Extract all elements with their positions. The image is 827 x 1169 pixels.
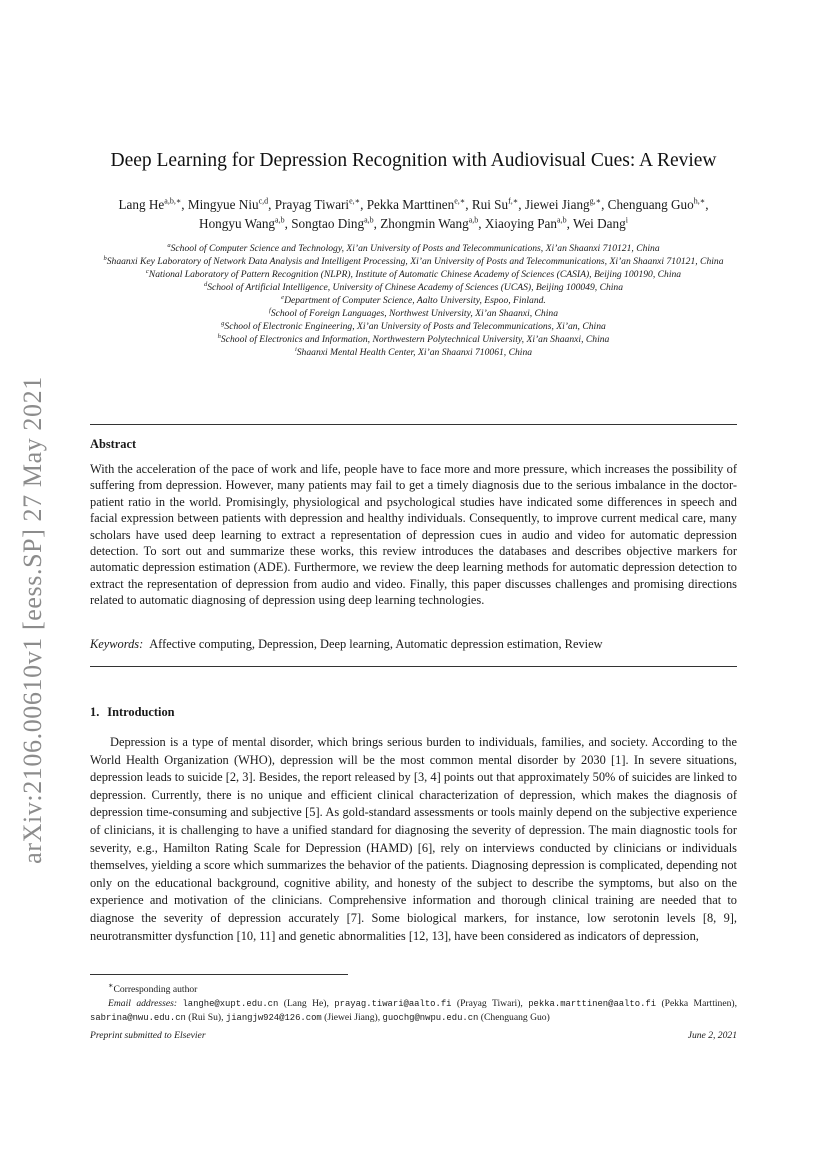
author-name: Xiaoying Pan (484, 215, 558, 231)
abstract-top-rule (90, 424, 737, 425)
author (119, 197, 182, 212)
affiliation-mark: i (294, 345, 297, 353)
email-link[interactable]: jiangjw924@126.com (225, 1013, 322, 1023)
author-affiliation-mark: e,∗ (454, 196, 466, 206)
affiliation-text: School of Artificial Intelligence, University of Chinese Academy of Sciences (UCAS), Beijing 100049, China (207, 282, 624, 293)
author-affiliation-mark: a,b (557, 215, 567, 225)
email-owner: (Chenguang Guo) (480, 1012, 550, 1023)
section-title: Introduction (107, 705, 175, 719)
author-name: Zhongmin Wang (380, 215, 469, 231)
affiliation-mark: g (221, 319, 225, 327)
email-owner: (Rui Su) (188, 1012, 222, 1023)
corresponding-text: Corresponding author (113, 984, 198, 996)
affiliation-text: Shaanxi Mental Health Center, Xi’an Shaanxi 710061, China (296, 347, 533, 358)
corresponding-mark: ∗ (108, 981, 114, 990)
author-name: Wei Dang (572, 215, 626, 231)
footer-date: June 2, 2021 (687, 1030, 737, 1041)
author-name: Lang He (118, 197, 165, 212)
keywords (90, 637, 737, 652)
affiliation-text: School of Electronics and Information, Northwestern Polytechnical University, Xi’an Shaanxi, China (220, 334, 610, 345)
author-name: Mingyue Niu (187, 197, 259, 212)
section-number: 1. (90, 705, 100, 719)
affiliation-mark: h (217, 332, 221, 340)
author (380, 216, 478, 231)
affiliation (90, 333, 737, 346)
email-owner: (Lang He) (283, 997, 327, 1009)
affiliation (90, 307, 737, 320)
email-owner: (Prayag Tiwari) (456, 997, 521, 1009)
author (472, 197, 518, 212)
affiliation (90, 242, 737, 255)
footnote-rule (90, 974, 348, 975)
author-affiliation-mark: h,∗ (693, 196, 706, 206)
author-name: Rui Su (471, 197, 509, 212)
email-addresses: Email addresses: langhe@xupt.edu.cn (Lang He), prayag.tiwari@aalto.fi (Prayag Tiwari), pekka.marttinen@aalto.fi (Pekka Marttinen), sabrina@nwu.edu.cn (Rui Su), jiangjw924@126.com (Jiewei Jiang), guochg@nwpu.edu.cn (Chenguang Guo) (90, 997, 737, 1023)
affiliation-mark: b (103, 254, 107, 262)
affiliation (90, 320, 737, 333)
affiliation (90, 268, 737, 281)
affiliation-mark: f (269, 306, 271, 314)
email-owner: (Jiewei Jiang) (324, 1012, 378, 1023)
abstract-text: With the acceleration of the pace of work and life, people have to face more and more pressure, which increases the possibility of suffering from depression. However, many patients may fail to get a timely diagnosis due to the serious imbalance in the doctor-patient ratio in the world. Promisingly, physiological and psychological studies have indicated some differences in speech and facial expression between patients with depression and healthy individuals. Consequently, to improve current medical care, many scholars have used deep learning to extract a representation of depression cues in audio and video for automatic depression detection. To sort out and summarize these works, this review introduces the databases and describes objective markers for automatic depression estimation (ADE). Furthermore, we review the deep learning methods for automatic depression detection to extract the representation of depression from audio and video. Finally, this paper discusses challenges and promising directions related to automatic diagnosing of depression using deep learning technologies. (90, 462, 737, 608)
author-affiliation-mark: a,b,∗ (164, 196, 182, 206)
author-affiliation-mark: a,b (275, 215, 285, 225)
author-name: Jiewei Jiang (524, 197, 590, 212)
author-affiliation-mark: a,b (468, 215, 479, 225)
author-affiliation-mark: g,∗ (589, 196, 602, 206)
affiliation (90, 281, 737, 294)
author-name: Prayag Tiwari (274, 197, 350, 212)
email-link[interactable]: guochg@nwpu.edu.cn (382, 1013, 479, 1023)
affiliation-text: School of Electronic Engineering, Xi’an University of Posts and Telecommunications, Xi’an, China (224, 321, 606, 332)
keywords-label: Keywords: (90, 637, 144, 651)
email-link[interactable]: prayag.tiwari@aalto.fi (334, 998, 452, 1009)
author-affiliation-mark: e,∗ (349, 196, 361, 206)
affiliation-mark: c (145, 267, 149, 275)
email-link[interactable]: langhe@xupt.edu.cn (182, 998, 279, 1009)
affiliation-mark: e (281, 293, 285, 301)
author-list: Lang $He^{a,b,∗}$, Mingyue Niu$^{c,d}$, Prayag Tiwari$^{e,∗}$, Pekka Marttinen$^{e,∗}$, Rui $Su^{f,∗}$, Jiewei Jiang$^{g,∗}$, Chenguang Guo$^{h,∗}$, Hongyu Wang$^{a,b}$, Songtao Ding$^{a,b}$, Zhongmin Wang$^{a,b}$, Xiaoying Pan$^{a,b}$, Wei Dang$^i$ (118, 196, 709, 231)
author (291, 216, 373, 231)
author-affiliation-mark: c,d (258, 196, 269, 206)
author-name: Pekka Marttinen (366, 197, 455, 212)
affiliation-text: School of Computer Science and Technology, Xi’an University of Posts and Telecommunications, Xi’an Shaanxi 710121, China (170, 243, 660, 254)
affiliation-list (90, 242, 737, 359)
affiliation-text: National Laboratory of Pattern Recognition (NLPR), Institute of Automatic Chinese Academy of Sciences (CASIA), Beijing 100190, China (148, 269, 682, 280)
introduction-paragraph: Depression is a type of mental disorder, which brings serious burden to individuals, families, and society. According to the World Health Organization (WHO), depression will be the most common mental disorder by 2030 [1]. In severe situations, depression leads to suicide [2, 3]. Besides, the report released by [3, 4] points out that approximately 50% of suicides are linked to depression. Currently, there is no unique and efficient clinical characterization of depression, which makes the diagnosis of depression time-consuming and subjective [5]. As gold-standard assessments or tools mainly depend on the subjective experience of clinicians, it is challenging to have a unified standard for diagnosing the severity of depression. The main diagnostic tools for severity, e.g., Hamilton Rating Scale for Depression (HAMD) [6], rely on interviews conducted by clinicians or individuals themselves, yielding a score which summarizes the behavior of the patients. Diagnosing depression is complicated, depending not only on the educational background, cognitive ability, and honesty of the subject to describe the symptoms, but also on the experience and motivation of the clinicians. Comprehensive information and thorough clinical training are needed that to diagnose the severity of depression accurately [7]. Some biological markers, for instance, low serotonin levels [8, 9], neurotransmitter dysfunction [10, 11] and genetic abnormalities [12, 13], have been considered as indicators of depression, (90, 735, 737, 943)
arxiv-watermark-text[interactable]: arXiv:2106.00610v1 [eess.SP] 27 May 2021 (18, 376, 47, 864)
email-label: Email addresses: (108, 997, 178, 1009)
email-owner: (Pekka Marttinen) (661, 997, 735, 1009)
email-link[interactable]: pekka.marttinen@aalto.fi (528, 998, 657, 1009)
author-name: Chenguang Guo (607, 197, 694, 212)
author (485, 216, 567, 231)
keywords-text: Affective computing, Depression, Deep learning, Automatic depression estimation, Review (149, 637, 603, 651)
page-footer (90, 1030, 737, 1041)
email-link[interactable]: sabrina@nwu.edu.cn (90, 1013, 186, 1023)
author-affiliation-mark: f,∗ (508, 196, 519, 206)
author-affiliation-mark: i (625, 215, 628, 225)
corresponding-author-note (90, 979, 737, 997)
abstract-bottom-rule (90, 666, 737, 667)
author (275, 197, 360, 212)
affiliation-text: Department of Computer Science, Aalto University, Espoo, Finland. (284, 295, 546, 306)
author (188, 197, 268, 212)
author (367, 197, 466, 212)
affiliation-mark: d (203, 280, 208, 288)
author (608, 197, 706, 212)
affiliation (90, 294, 737, 307)
author (199, 216, 285, 231)
affiliation-mark: a (167, 241, 171, 249)
author-name: Songtao Ding (291, 215, 365, 231)
section-heading-introduction (90, 705, 175, 720)
paper-title: Deep Learning for Depression Recognition with Audiovisual Cues: A Review (110, 150, 717, 171)
author (573, 216, 628, 231)
affiliation (90, 255, 737, 268)
affiliation-text: School of Foreign Languages, Northwest University, Xi’an Shaanxi, China (270, 308, 558, 319)
author (525, 197, 601, 212)
footnotes (90, 979, 737, 1025)
author-affiliation-mark: a,b (364, 215, 374, 225)
abstract-heading: Abstract (90, 437, 137, 451)
affiliation-text: Shaanxi Key Laboratory of Network Data Analysis and Intelligent Processing, Xi’an University of Posts and Telecommunications, Xi’an Shaanxi 710121, China (106, 256, 724, 267)
affiliation (90, 346, 737, 359)
footer-journal: Preprint submitted to Elsevier (90, 1030, 206, 1041)
author-name: Hongyu Wang (199, 215, 276, 231)
